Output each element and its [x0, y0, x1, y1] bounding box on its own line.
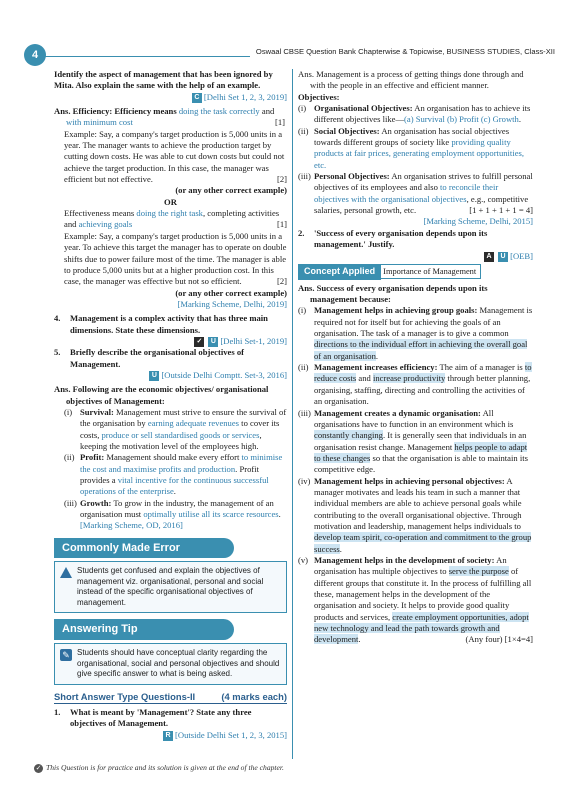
or-separator: OR [164, 196, 177, 207]
point-efficiency: (ii) Management increases efficiency: The aim of a manager is to reduce costs and increase productivity through better planning, organising, staffing, directing and controlling the activities of an organisation. [298, 362, 532, 407]
objective-growth: (iii) Growth: To grow in the industry, the management of an organisation must optimally utilise all its scarce resources. [Marking Scheme, OD, 2016] [64, 497, 281, 531]
objective-survival: (i) Survival: Management must strive to ensure the survival of the organisation by earning adequate revenues to cover its costs, produce or sell standardised goods or services, keeping the motivation level of the employees high. [64, 406, 287, 451]
tag-icon: U [149, 371, 159, 381]
question-intro: Identify the aspect of management that has been ignored by Mita. Also explain the same with the help of an example. [54, 69, 273, 91]
question-1-ref: R [Outside Delhi Set 1, 2, 3, 2015] [54, 730, 287, 741]
question-ref: C [Delhi Set 1, 2, 3, 2019] [54, 92, 287, 103]
objective-profit: (ii) Profit: Management should make every effort to minimise the cost and maximise profits and production. Profit provides a vital incentive for the continuous successful operations of the enterprise. [64, 452, 283, 497]
answering-tip-box: ✎ Students should have conceptual clarity regarding the organisational, social and personal objectives and should give specific answer to what is being asked. [54, 643, 287, 685]
other-example-2: (or any other correct example) [175, 287, 287, 298]
running-title: Oswaal CBSE Question Bank Chapterwise & Topicwise, BUSINESS STUDIES, Class-XII [250, 47, 555, 57]
question-5-ref: U [Outside Delhi Comptt. Set-3, 2016] [54, 370, 287, 381]
page-number: 4 [24, 44, 46, 66]
left-column [54, 69, 287, 741]
tag-icon: R [163, 731, 173, 741]
answer-efficiency: Ans. Efficiency: Efficiency means doing the task correctly and with minimum cost [1] [54, 106, 286, 128]
commonly-made-error-title: Commonly Made Error [54, 538, 234, 559]
question-2-ref: A U [OEB] [298, 251, 533, 262]
practice-icon: ✓ [194, 337, 204, 347]
answering-tip-title: Answering Tip [54, 619, 234, 640]
question-2: 2. 'Success of every organisation depends upon its management.' Justify. [298, 227, 488, 250]
column-divider [292, 69, 293, 759]
concept-applied: Concept Applied Importance of Management [298, 264, 533, 280]
objectives-heading: Objectives: [298, 91, 340, 102]
objective-personal: (iii) Personal Objectives: An organisation strives to fulfill personal objectives of its employees and also to reconcile their objectives with the organisational objectives, e.g., competitive salaries, personal growth, etc. [1 + 1 + 1 + 1 = 4] [298, 171, 533, 216]
point-development-society: (v) Management helps in the development of society: An organisation has multiple objectives to serve the purpose of different groups that constitute it. In the process of fulfilling all these, management helps in the development of the organisation and society. It helps to provide good quality products and services, create employment opportunities, adopt new technology and lead the path towards growth and development. (Any four) [1×4=4] [298, 554, 533, 645]
marking-scheme-ref: [Marking Scheme, Delhi, 2015] [423, 216, 533, 227]
warning-icon [60, 567, 72, 578]
point-dynamic-organisation: (iii) Management creates a dynamic organisation: All organisations have to function in an environment which is constantly changing. It is generally seen that individuals in an organisation resist change. Management helps people to adapt to these changes so that the organisation is able to maintain its competitive edge. [298, 407, 528, 475]
question-4-ref: ✓ U [Delhi Set-1, 2019] [54, 336, 287, 347]
answer-1: Ans. Management is a process of getting things done through and with the people in an effective and efficient manner. [298, 69, 524, 91]
objective-organisational: (i) Organisational Objectives: An organisation has to achieve its different objectives like—(a) Survival (b) Profit (c) Growth. [298, 103, 531, 125]
practice-icon: ✓ [35, 764, 42, 772]
tag-icon: U [498, 252, 508, 262]
page-header [0, 0, 581, 74]
marking-scheme-ref: [Marking Scheme, Delhi, 2019] [177, 298, 287, 309]
right-column [298, 69, 533, 646]
point-group-goals: (i) Management helps in achieving group goals: Management is required not for itself but for achieving the goals of an organisation. The task of a manager is to give a common directions to the individual effort in achieving the overall goal of an organisation. [298, 305, 533, 361]
commonly-made-error-box: Students get confused and explain the objectives of management viz. organisational, personal and social instead of the specific organisational objectives of management. [54, 561, 287, 613]
answer-2-head: Ans. Success of every organisation depends upon its management because: [298, 282, 488, 305]
answer-example: Example: Say, a company's target production is 5,000 units in a year. The manager wants to achieve the production target by cutting down costs. He was able to cut down costs but could not achieve the target production. In this case, the manager was efficient but not effective. [2] [64, 128, 287, 185]
answer-5-head: Ans. Following are the economic objectives/ organisational objectives of Management: [54, 384, 269, 406]
point-personal-objectives: (iv) Management helps in achieving personal objectives: A manager motivates and leads his team in such a manner that individual members are able to achieve personal goals while contributing to the overall organisational objective. Through motivation and leadership, management helps individuals to develop team spirit, co-operation and commitment to the group success. [298, 475, 532, 554]
other-example: (or any other correct example) [175, 185, 287, 196]
pencil-icon: ✎ [60, 649, 72, 661]
effectiveness-example: Example: Say, a company's target production is 5,000 units in a year. To achieve this target the manager has to operate on double shifts due to power failure most of the time. The manager is able to produce 5,000 units but at a higher production cost. In this case, the manager was effective but not so efficient. [2] [64, 230, 287, 287]
question-4: 4. Management is a complex activity that has three main dimensions. State these dimensions. [54, 313, 268, 335]
objective-social: (ii) Social Objectives: An organisation has social objectives towards different groups of society like providing quality products at fair prices, generating employment opportunities, etc. [298, 125, 525, 170]
question-5: 5. Briefly describe the organisational objectives of Management. [54, 347, 244, 369]
answer-effectiveness: Effectiveness means doing the right task, completing activities and achieving goals [1] [64, 208, 287, 230]
page-footer: ✓ This Question is for practice and its solution is given at the end of the chapter. [35, 763, 284, 772]
tag-icon: U [208, 337, 218, 347]
question-1: 1. What is meant by 'Management'? State any three objectives of Management. [54, 707, 252, 729]
tag-icon: C [192, 93, 202, 103]
tag-icon: A [484, 252, 494, 262]
section-heading: Short Answer Type Questions-II (4 marks each) [54, 691, 287, 704]
